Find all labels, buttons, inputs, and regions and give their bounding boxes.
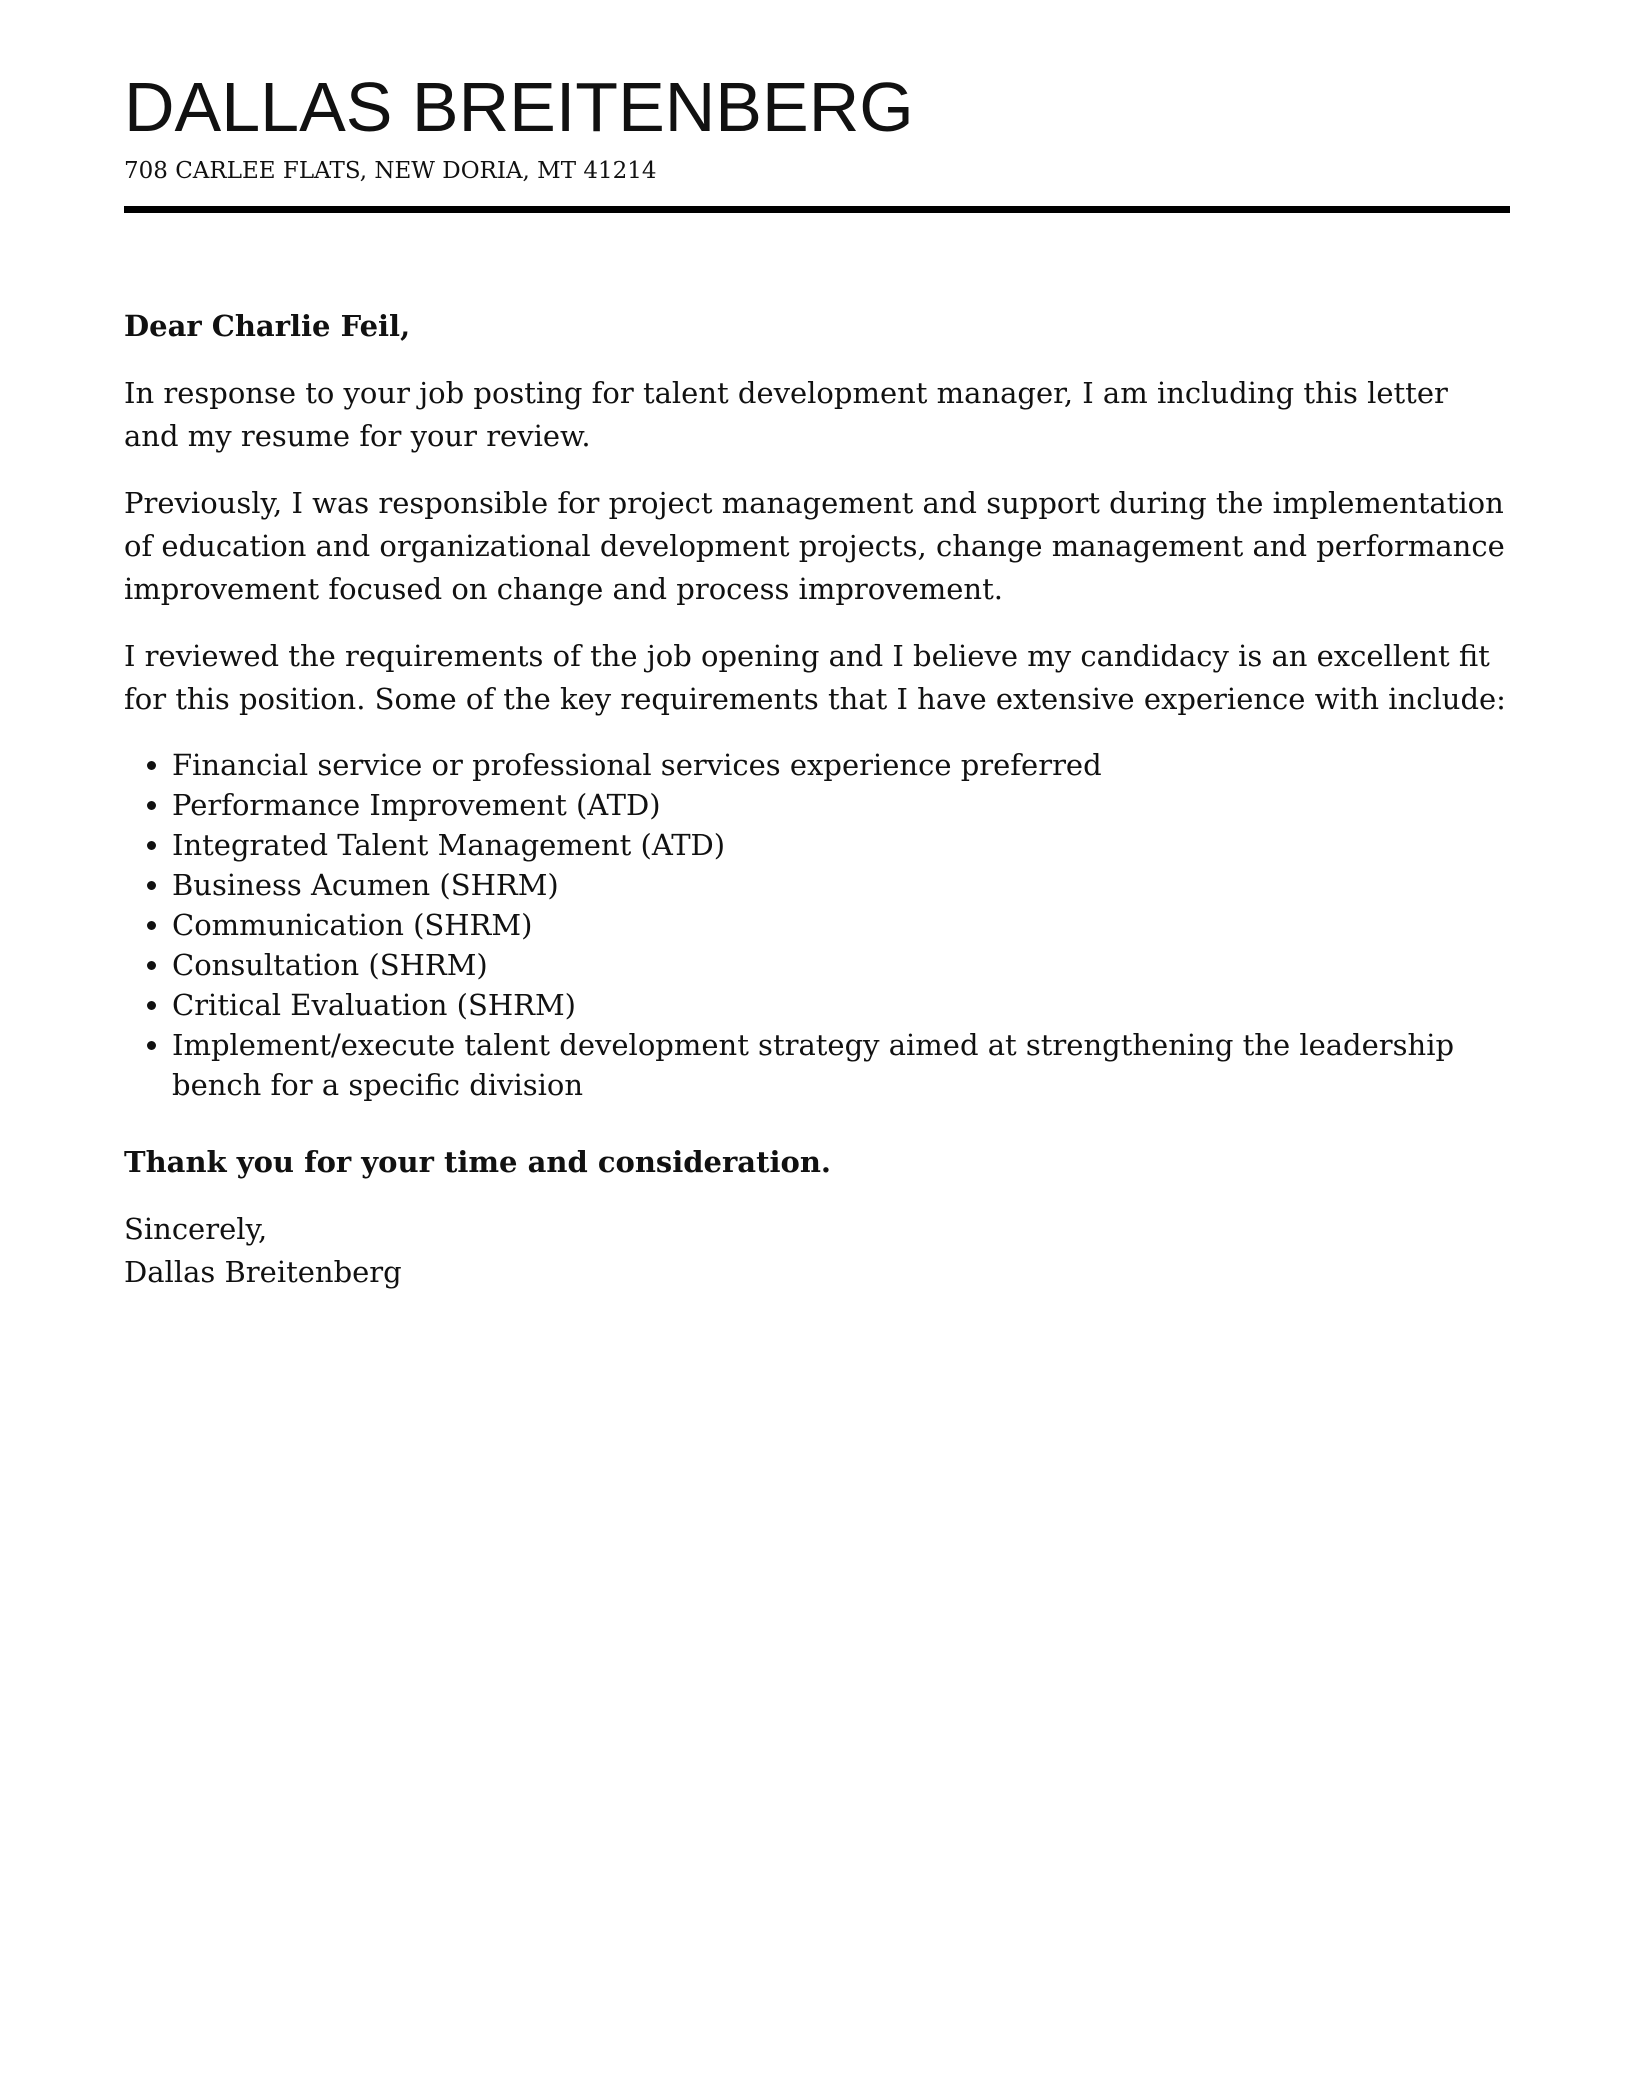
signoff: Sincerely,: [124, 1211, 268, 1246]
closing-line: Thank you for your time and consideration.: [124, 1144, 832, 1179]
list-item: • Consultation (SHRM): [172, 945, 1510, 985]
cover-letter-page: [124, 68, 1510, 1294]
signature-name: Dallas Breitenberg: [124, 1254, 402, 1289]
applicant-address: 708 CARLEE FLATS, NEW DORIA, MT 41214: [124, 158, 657, 184]
list-item: • Communication (SHRM): [172, 905, 1510, 945]
list-item: • Implement/execute talent development strategy aimed at strengthening the leadership bench for a specific division: [172, 1025, 1510, 1105]
letter-body: [124, 305, 1510, 1294]
list-item: • Business Acumen (SHRM): [172, 865, 1510, 905]
salutation: Dear Charlie Feil,: [124, 308, 411, 343]
list-item: • Critical Evaluation (SHRM): [172, 985, 1510, 1025]
list-item: • Financial service or professional services experience preferred: [172, 745, 1510, 785]
requirements-list: [124, 745, 1510, 1105]
paragraph-requirements: I reviewed the requirements of the job opening and I believe my candidacy is an excellent fit for this position. Some of the key requirements that I have extensive experience with include:: [124, 638, 1506, 716]
paragraph-intro: In response to your job posting for talent development manager, I am including this letter and my resume for your review.: [124, 375, 1448, 453]
paragraph-experience: Previously, I was responsible for project management and support during the implementation of education and organizational development projects, change management and performance improvement focused on change and process improvement.: [124, 485, 1505, 606]
list-item: • Performance Improvement (ATD): [172, 785, 1510, 825]
header-divider: [124, 206, 1510, 213]
applicant-name: DALLAS BREITENBERG: [124, 68, 914, 146]
list-item: • Integrated Talent Management (ATD): [172, 825, 1510, 865]
